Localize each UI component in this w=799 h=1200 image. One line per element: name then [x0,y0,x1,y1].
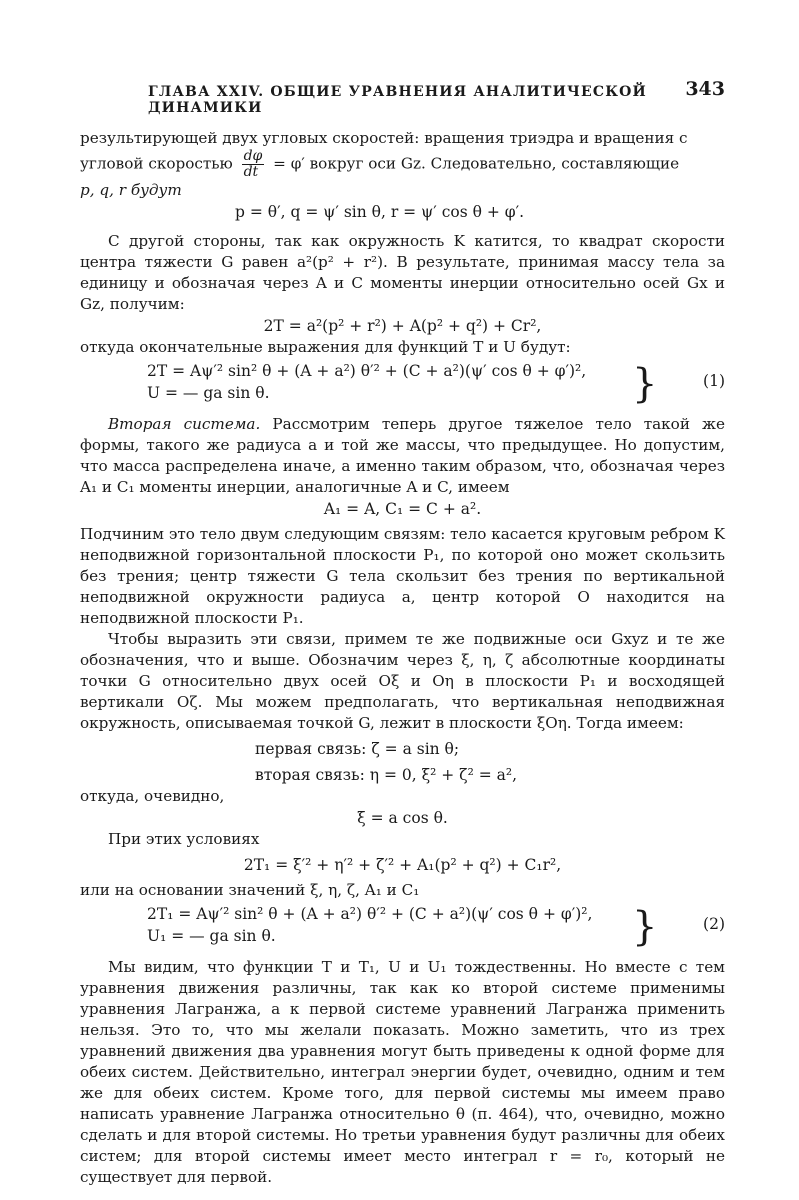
equation-2T: 2T = a²(p² + r²) + A(p² + q²) + Cr², [263,317,542,335]
equation-2-line-2: U₁ = — ga sin θ. [147,927,276,945]
right-brace-2: } [632,904,658,950]
paragraph-5: Подчиним это тело двум следующим связям: тело касается круговым ребром K неподвижной горизонтальной плоскости P₁, по которой оно может скользить без трения; центр тяжести G тела скользит без трения по вертикальной неподвижной окружности радиуса a, центр которой O находится на неподвижной плоскости P₁. [80,525,725,627]
paragraph-10: Мы видим, что функции T и T₁, U и U₁ тождественны. Но вместе с тем уравнения движения различны, так как ко второй системе применимы уравнения Лагранжа, а к первой системе уравнений Лагранжа применить нельзя. Это то, что мы желали показать. Можно заметить, что из трех уравнений движения два уравнения могут быть приведены к одной форме для обеих систем. Действительно, интеграл энергии будет, очевидно, одним и тем же для обеих систем. Кроме того, для первой системы мы имеем право написать уравнение Лагранжа относительно θ (п. 464), что, очевидно, можно сделать и для второй системы. Но третьи уравнения будут различны для обеих систем; для второй системы имеет место интеграл r = r₀, который не существует для первой. [80,958,725,1186]
equation-xi: ξ = a cos θ. [357,809,448,827]
equation-2T1: 2T₁ = ξ′² + η′² + ζ′² + A₁(p² + q²) + C₁r², [243,856,562,874]
dphi-dt-fraction [242,149,265,180]
paragraph-7: откуда, очевидно, [80,787,225,805]
equation-1-line-2: U = — ga sin θ. [147,384,270,402]
page-header [80,78,725,116]
second-system-lead: Вторая система. [108,415,261,433]
equation-number-2: (2) [703,915,725,933]
running-head: ГЛАВА XXIV. ОБЩИЕ УРАВНЕНИЯ АНАЛИТИЧЕСКОЙ ДИНАМИКИ [148,84,647,116]
second-constraint: вторая связь: η = 0, ξ² + ζ² = a², [255,766,518,784]
equation-pqr: p = θ′, q = ψ′ sin θ, r = ψ′ cos θ + φ′. [235,203,525,221]
paragraph-8: При этих условиях [108,830,260,848]
paragraph-1-line-1: результирующей двух угловых скоростей: вращения триэдра и вращения с [80,129,688,147]
first-constraint: первая связь: ζ = a sin θ; [255,740,460,758]
equation-A1-C1: A₁ = A, C₁ = C + a². [323,500,482,518]
paragraph-6: Чтобы выразить эти связи, примем те же подвижные оси Gxyz и те же обозначения, что и выше. Обозначим через ξ, η, ζ абсолютные координаты точки G относительно двух осей Oξ и Oη в плоскости P₁ и восходящей вертикали Oζ. Мы можем предполагать, что вертикальная неподвижная окружность, описываемая точкой G, лежит в плоскости ξOη. Тогда имеем: [80,630,725,732]
fraction-denominator: dt [243,164,259,180]
page-number: 343 [685,78,725,100]
equation-number-1: (1) [703,372,725,390]
page [80,78,725,1188]
paragraph-2: С другой стороны, так как окружность K катится, то квадрат скорости центра тяжести G равен a²(p² + r²). В результате, принимая массу тела за единицу и обозначая через A и C моменты инерции относительно осей Gx и Gz, получим: [80,232,725,313]
paragraph-3: откуда окончательные выражения для функций T и U будут: [80,338,571,356]
paragraph-1-line-2 [80,149,725,180]
equation-2-line-1: 2T₁ = Aψ′² sin² θ + (A + a²) θ′² + (C + a²)(ψ′ cos θ + φ′)², [147,905,593,923]
fraction-numerator: dφ [243,148,263,164]
paragraph-4 [80,414,725,498]
line-2-after: = φ′ вокруг оси Gz. Следовательно, составляющие [273,154,680,173]
paragraph-1-line-3: p, q, r будут [80,181,182,199]
paragraph-9: или на основании значений ξ, η, ζ, A₁ и C₁ [80,881,420,899]
paragraph-4-text: Рассмотрим теперь другое тяжелое тело такой же формы, такого же радиуса a и той же массы, что предыдущее. Но допустим, что масса распределена иначе, а именно таким образом, что, обозначая через A₁ и C₁ моменты инерции, аналогичные A и C, имеем [80,415,726,496]
line-2-before: угловой скоростью [80,154,233,173]
equation-system-2 [80,903,725,953]
right-brace-1: } [632,361,658,407]
equation-system-1 [80,360,725,410]
equation-1-line-1: 2T = Aψ′² sin² θ + (A + a²) θ′² + (C + a²)(ψ′ cos θ + φ′)², [147,362,587,380]
